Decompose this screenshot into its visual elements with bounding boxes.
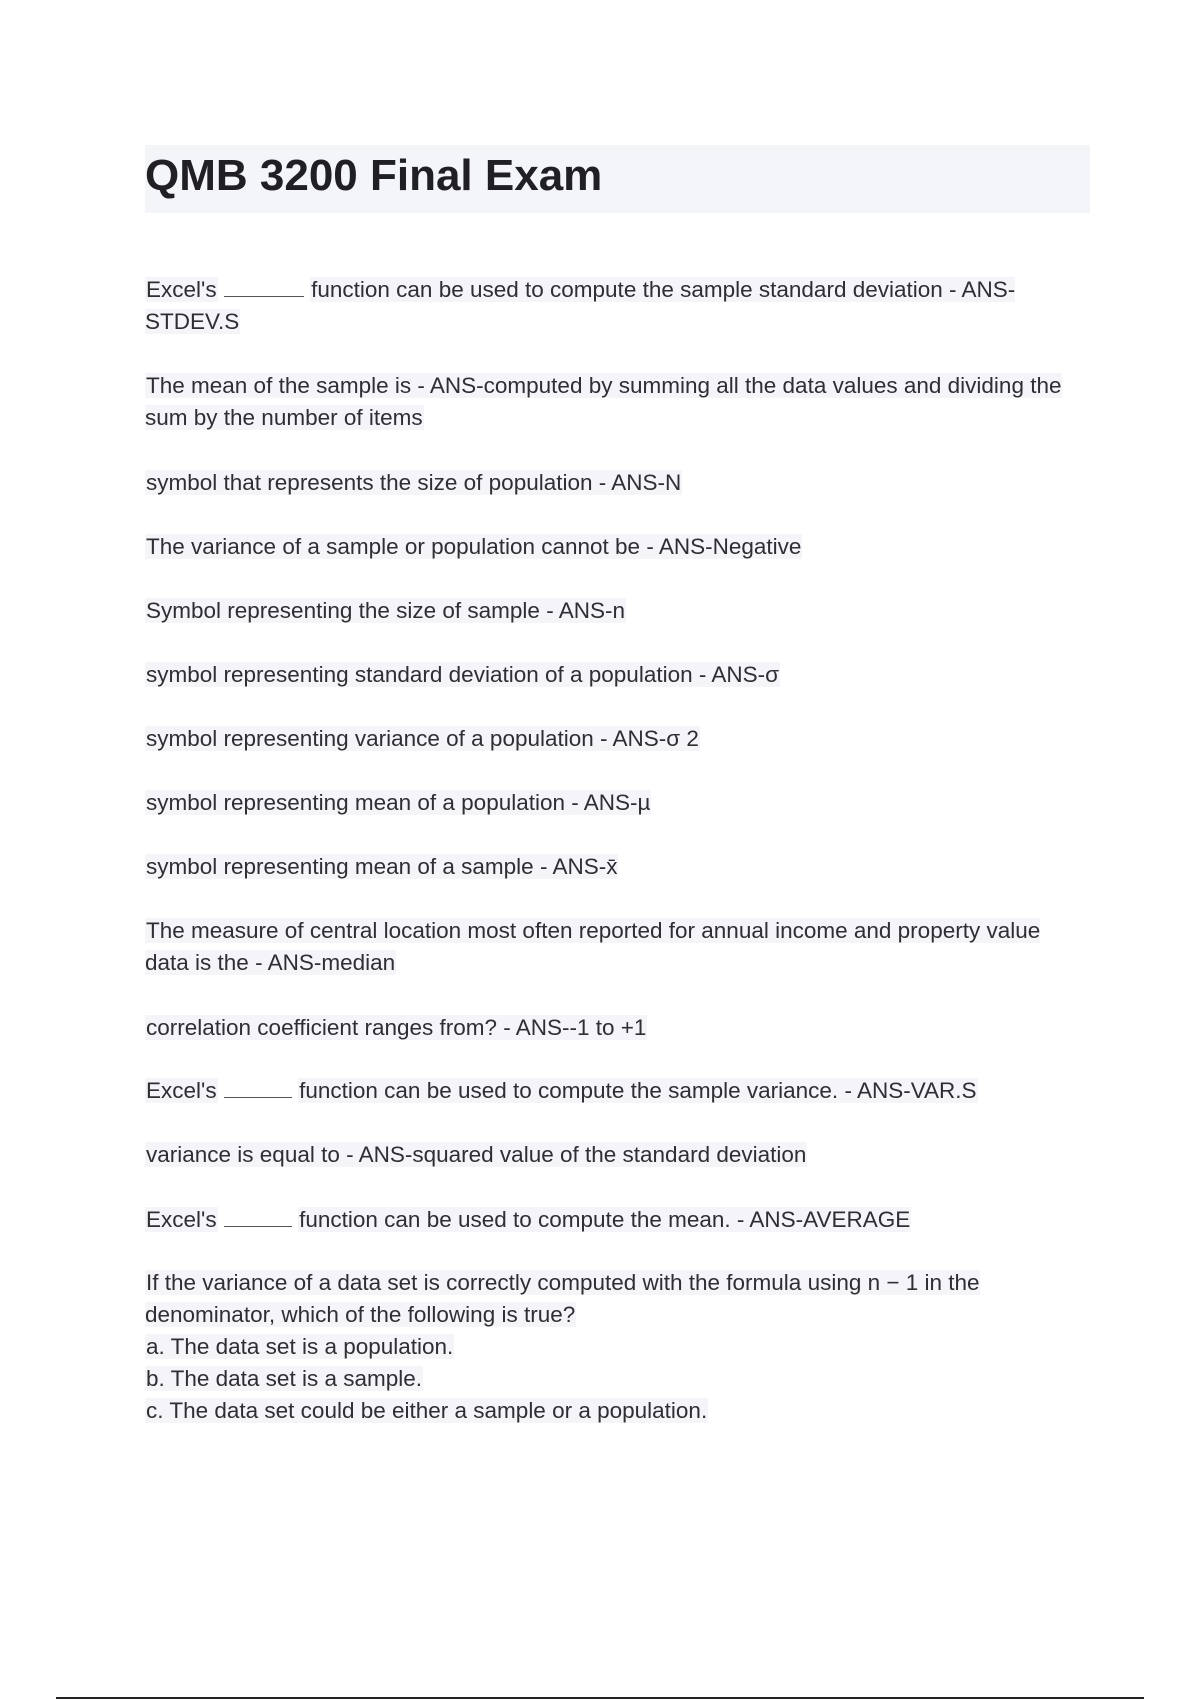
qa-item (145, 723, 1065, 755)
qa-item (145, 595, 1065, 627)
question-text: The variance of a sample or population cannot be - ANS-Negative (146, 534, 802, 559)
question-text: The measure of central location most often reported for annual income and property value data is the - ANS-median (145, 918, 1041, 975)
question-text: symbol representing mean of a population - ANS-µ (146, 790, 651, 815)
answer-option: b. The data set is a sample. (146, 1366, 422, 1391)
question-text: symbol representing variance of a population - ANS-σ 2 (146, 726, 699, 751)
qa-item (145, 659, 1065, 691)
qa-item (145, 467, 1065, 499)
qa-item (145, 370, 1065, 434)
question-text: symbol that represents the size of population - ANS-N (146, 470, 682, 495)
blank-line (224, 276, 304, 297)
question-text: correlation coefficient ranges from? - ANS--1 to +1 (146, 1015, 647, 1040)
question-text: symbol representing mean of a sample - ANS-x̄ (146, 854, 618, 879)
qa-item (145, 1139, 1065, 1171)
blank-line (224, 1206, 292, 1227)
blank-line (224, 1077, 292, 1098)
question-text: function can be used to compute the sample standard deviation - ANS-STDEV.S (145, 277, 1016, 334)
qa-item (145, 531, 1065, 563)
question-prefix: Excel's (146, 1078, 217, 1103)
qa-item (145, 1075, 1065, 1107)
question-text: variance is equal to - ANS-squared value of the standard deviation (146, 1142, 807, 1167)
qa-item (145, 851, 1065, 883)
question-text: If the variance of a data set is correctly computed with the formula using n − 1 in the denominator, which of the following is true? (145, 1270, 980, 1327)
footer-divider (56, 1697, 1144, 1699)
answer-option: a. The data set is a population. (146, 1334, 454, 1359)
qa-item (145, 1267, 1065, 1427)
question-text: function can be used to compute the mean. - ANS-AVERAGE (299, 1207, 911, 1232)
qa-item (145, 915, 1065, 979)
qa-item (145, 1204, 1065, 1236)
qa-item (145, 1012, 1065, 1044)
question-prefix: Excel's (146, 1207, 217, 1232)
question-prefix: Excel's (146, 277, 217, 302)
answer-option: c. The data set could be either a sample or a population. (146, 1398, 708, 1423)
question-text: Symbol representing the size of sample - ANS-n (146, 598, 625, 623)
qa-item (145, 787, 1065, 819)
question-text: symbol representing standard deviation of a population - ANS-σ (146, 662, 779, 687)
qa-item (145, 274, 1065, 338)
question-text: The mean of the sample is - ANS-computed by summing all the data values and dividing the sum by the number of items (145, 373, 1062, 430)
document-title: QMB 3200 Final Exam (145, 151, 603, 200)
question-text: function can be used to compute the sample variance. - ANS-VAR.S (299, 1078, 977, 1103)
